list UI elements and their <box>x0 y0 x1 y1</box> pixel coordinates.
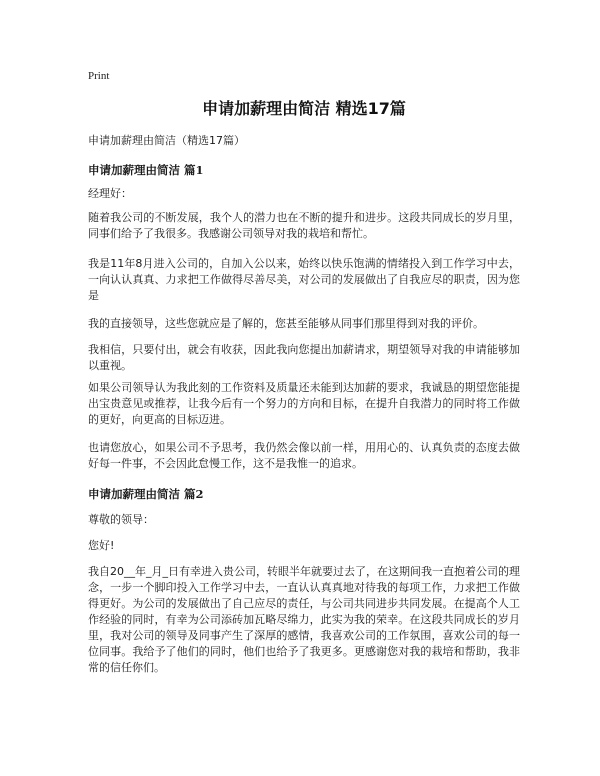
paragraph-1-5: 如果公司领导认为我此刻的工作资料及质量还未能到达加薪的要求，我诚恳的期望您能提出宝贵意见或推荐，让我今后有一个努力的方向和目标，在提升自我潜力的同时将工作做的更好，向更高的目标迈进。 <box>88 381 520 426</box>
paragraph-2-1: 您好! <box>88 539 115 552</box>
paragraph-2-2: 我自20__年_月_日有幸进入贵公司，转眼半年就要过去了，在这期间我一直抱着公司的理念，一步一个脚印投入工作学习中去，一直认认真真地对待我的每项工作，力求把工作做得更好。为公司的发展做出了自己应尽的责任，与公司共同进步共同发展。在提高个人工作经验的同时，有幸为公司添砖加瓦略尽绵力，此实为我的荣幸。在这段共同成长的岁月里，我对公司的领导及同事产生了深厚的感情，我喜欢公司的工作氛围，喜欢公司的每一位同事。我给予了他们的同时，他们也给予了我更多。更感谢您对我的栽培和帮助，我非常的信任你们。 <box>88 565 520 674</box>
document-subtitle: 申请加薪理由简洁（精选17篇） <box>88 134 245 147</box>
print-link[interactable]: Print <box>88 70 110 82</box>
paragraph-greeting-1: 经理好： <box>88 187 132 200</box>
paragraph-1-2: 我是11年8月进入公司的，自加入公以来，始终以快乐饱满的情绪投入到工作学习中去，一向认认真真、力求把工作做得尽善尽美，对公司的发展做出了自我应尽的职责，因为您是 <box>88 257 520 302</box>
section-heading-2: 申请加薪理由简洁 篇2 <box>88 487 204 501</box>
section-heading-1: 申请加薪理由简洁 篇1 <box>88 163 204 177</box>
paragraph-1-6: 也请您放心，如果公司不予思考，我仍然会像以前一样，用用心的、认真负责的态度去做好每一件事，不会因此怠慢工作，这不是我惟一的追求。 <box>88 441 520 470</box>
document-title: 申请加薪理由简洁 精选17篇 <box>202 99 406 118</box>
paragraph-1-3: 我的直接领导，这些您就应是了解的，您甚至能够从同事们那里得到对我的评价。 <box>88 317 484 330</box>
paragraph-1-4: 我相信，只要付出，就会有收获，因此我向您提出加薪请求，期望领导对我的申请能够加以重视。 <box>88 343 520 372</box>
paragraph-greeting-2: 尊敬的领导： <box>88 513 154 526</box>
paragraph-1-1: 随着我公司的不断发展，我个人的潜力也在不断的提升和进步。这段共同成长的岁月里，同事们给予了我很多。我感谢公司领导对我的栽培和帮忙。 <box>88 211 520 240</box>
